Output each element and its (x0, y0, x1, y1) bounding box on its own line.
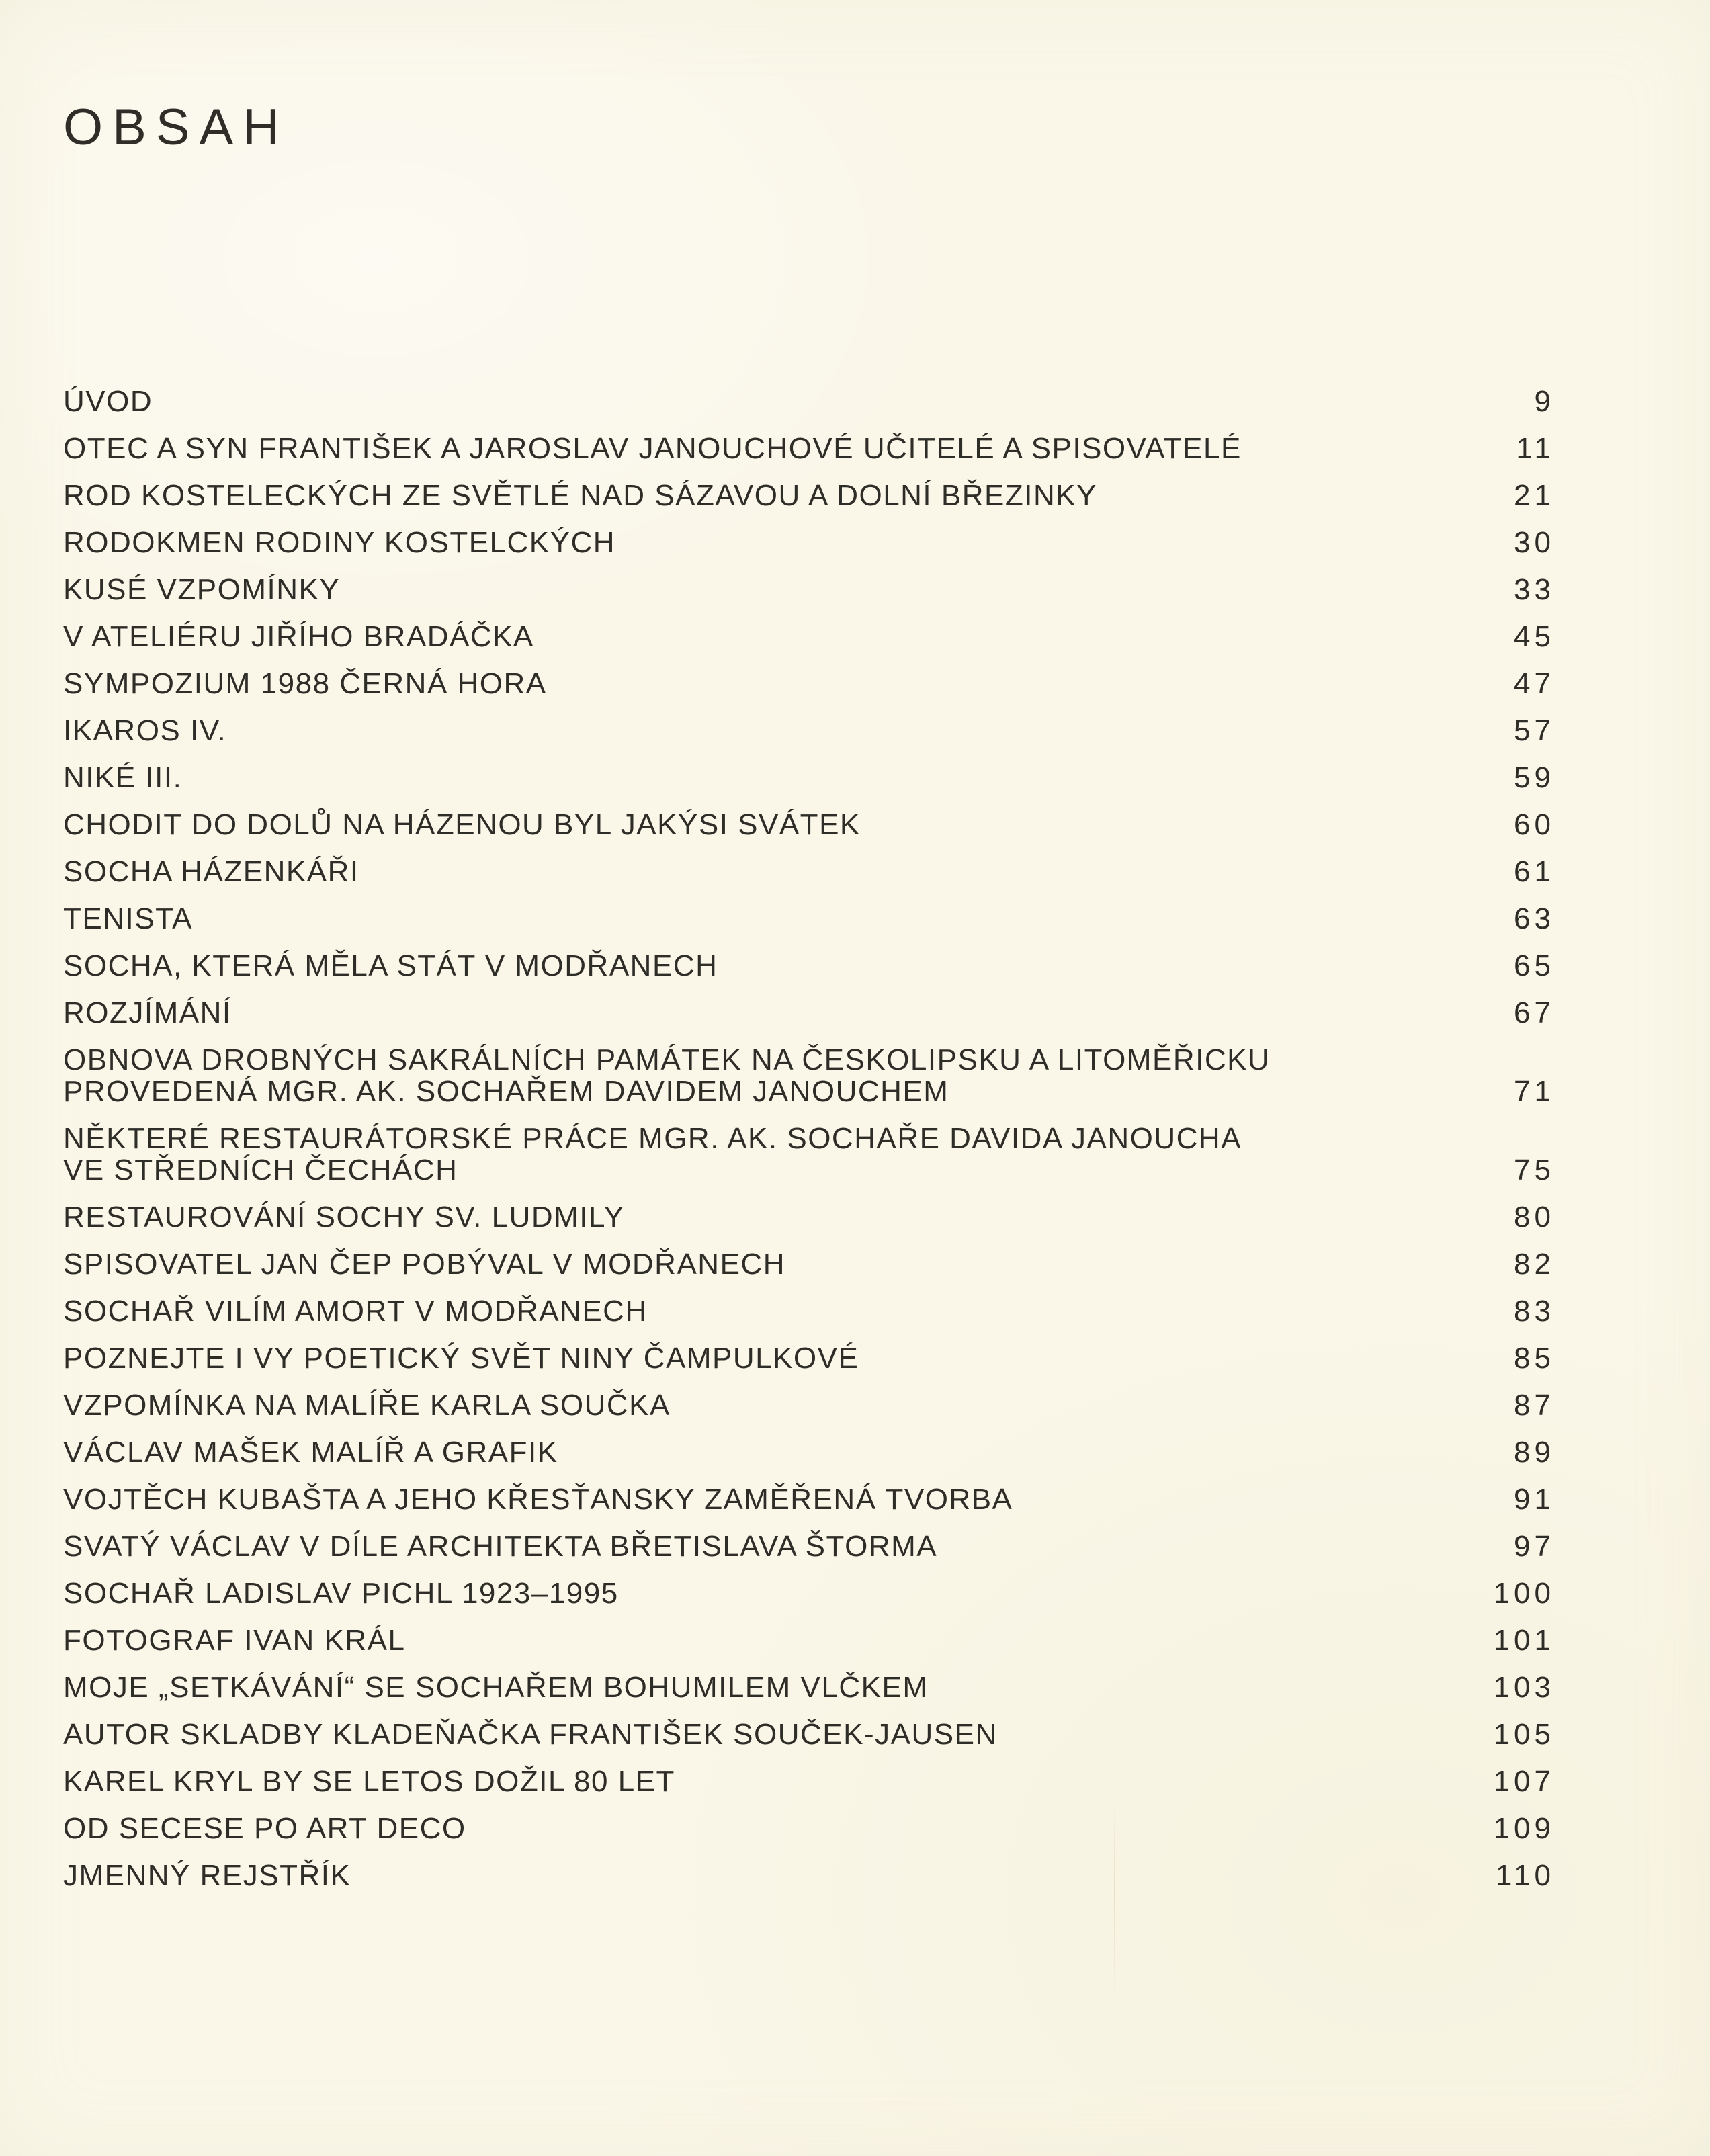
toc-entry-line: SOCHAŘ LADISLAV PICHL 1923–1995 (63, 1577, 619, 1610)
toc-entry-line: OBNOVA DROBNÝCH SAKRÁLNÍCH PAMÁTEK NA ČESKOLIPSKU A LITOMĚŘICKU (63, 1043, 1271, 1076)
toc-entry-line: VÁCLAV MAŠEK MALÍŘ A GRAFIK (63, 1436, 558, 1469)
toc-entry-page-number: 100 (1493, 1577, 1555, 1610)
toc-entry-title (63, 1813, 466, 1844)
toc-entry (63, 1577, 1555, 1610)
toc-entry (63, 1248, 1555, 1281)
toc-entry (63, 808, 1555, 841)
toc-entry-line: SYMPOZIUM 1988 ČERNÁ HORA (63, 667, 547, 700)
toc-entry (63, 949, 1555, 982)
toc-entry-line: ÚVOD (63, 385, 153, 418)
toc-entry-title (63, 574, 340, 605)
toc-entry-title (63, 433, 1242, 464)
toc-entry-page-number: 33 (1514, 573, 1555, 606)
toc-entry-page-number: 65 (1514, 949, 1555, 982)
toc-entry-page-number: 11 (1516, 432, 1555, 465)
toc-entry (63, 1718, 1555, 1751)
toc-entry-line: NĚKTERÉ RESTAURÁTORSKÉ PRÁCE MGR. AK. SOCHAŘE DAVIDA JANOUCHA (63, 1122, 1242, 1155)
toc-entry-page-number: 21 (1514, 479, 1555, 512)
toc-entry-page-number: 57 (1514, 714, 1555, 747)
toc-entry-title (63, 668, 547, 699)
toc-entry-page-number: 110 (1495, 1859, 1555, 1892)
toc-entry (63, 620, 1555, 653)
toc-entry-line: VZPOMÍNKA NA MALÍŘE KARLA SOUČKA (63, 1389, 671, 1422)
toc-entry (63, 1671, 1555, 1704)
toc-entry (63, 1765, 1555, 1798)
toc-entry-page-number: 60 (1514, 808, 1555, 841)
toc-entry-page-number: 82 (1514, 1248, 1555, 1281)
toc-entry-title (63, 480, 1097, 511)
toc-entry-line: V ATELIÉRU JIŘÍHO BRADÁČKA (63, 620, 534, 653)
toc-entry-page-number: 101 (1493, 1624, 1555, 1657)
toc-entry-line: POZNEJTE I VY POETICKÝ SVĚT NINY ČAMPULKOVÉ (63, 1342, 859, 1375)
toc-entry-title (63, 1625, 405, 1656)
toc-entry (63, 1530, 1555, 1563)
toc-entry-title (63, 527, 615, 558)
toc-entry-line: OD SECESE PO ART DECO (63, 1812, 466, 1845)
toc-entry-line: SOCHA HÁZENKÁŘI (63, 855, 359, 888)
toc-entry-line: JMENNÝ REJSTŘÍK (63, 1859, 351, 1892)
toc-entry-page-number: 85 (1514, 1342, 1555, 1375)
toc-entry-page-number: 47 (1514, 667, 1555, 700)
toc-entry-line: SPISOVATEL JAN ČEP POBÝVAL V MODŘANECH (63, 1248, 785, 1281)
toc-entry (63, 1122, 1555, 1187)
toc-entry-page-number: 61 (1514, 855, 1555, 888)
toc-entry (63, 1389, 1555, 1422)
toc-entry-title (63, 1342, 859, 1374)
toc-entry (63, 1859, 1555, 1892)
toc-entry-page-number: 87 (1514, 1389, 1555, 1422)
toc-entry (63, 1812, 1555, 1845)
toc-entry-line: TENISTA (63, 902, 194, 935)
toc-entry-title (63, 762, 182, 793)
toc-entry-title (63, 856, 359, 888)
toc-entry-page-number: 9 (1534, 385, 1555, 418)
toc-entry-line: RESTAUROVÁNÍ SOCHY SV. LUDMILY (63, 1201, 625, 1234)
toc-entry-page-number: 45 (1514, 620, 1555, 653)
toc-entry-title (63, 1248, 785, 1280)
paper-crease-artifact (1114, 1794, 1115, 2009)
toc-entry-title (63, 809, 861, 840)
toc-entry-line: ROZJÍMÁNÍ (63, 996, 232, 1029)
toc-entry-title (63, 1436, 558, 1468)
toc-entry-title (63, 621, 534, 652)
toc-entry-line: VE STŘEDNÍCH ČECHÁCH (63, 1154, 458, 1187)
toc-entry-line: MOJE „SETKÁVÁNÍ“ SE SOCHAŘEM BOHUMILEM VLČKEM (63, 1671, 929, 1704)
toc-entry-title (63, 715, 226, 746)
toc-entry-title (63, 903, 193, 935)
toc-entry-title (63, 1766, 675, 1797)
toc-entry-line: VOJTĚCH KUBAŠTA A JEHO KŘESŤANSKY ZAMĚŘENÁ TVORBA (63, 1483, 1013, 1516)
toc-entry (63, 1295, 1555, 1328)
toc-entry (63, 902, 1555, 935)
toc-entry-title (63, 1044, 1270, 1107)
toc-entry (63, 1624, 1555, 1657)
toc-entry-page-number: 97 (1514, 1530, 1555, 1563)
toc-entry (63, 667, 1555, 700)
toc-entry-title (63, 1672, 928, 1703)
toc-entry-title (63, 1201, 625, 1233)
toc-entry (63, 432, 1555, 465)
toc-list (63, 385, 1555, 1892)
toc-entry-line: OTEC A SYN FRANTIŠEK A JAROSLAV JANOUCHOVÉ UČITELÉ A SPISOVATELÉ (63, 432, 1242, 465)
toc-entry-line: PROVEDENÁ MGR. AK. SOCHAŘEM DAVIDEM JANOUCHEM (63, 1075, 949, 1108)
toc-entry (63, 714, 1555, 747)
toc-entry-page-number: 63 (1514, 902, 1555, 935)
toc-entry (63, 855, 1555, 888)
toc-entry-page-number: 80 (1514, 1201, 1555, 1234)
toc-entry (63, 1201, 1555, 1234)
toc-entry-page-number: 103 (1493, 1671, 1555, 1704)
toc-entry-title (63, 997, 232, 1029)
toc-entry (63, 1483, 1555, 1516)
toc-entry-title (63, 1860, 351, 1891)
toc-entry-title (63, 1389, 671, 1421)
toc-entry-page-number: 67 (1514, 996, 1555, 1029)
toc-entry-page-number: 109 (1493, 1812, 1555, 1845)
toc-entry (63, 479, 1555, 512)
toc-entry-title (63, 1295, 648, 1327)
toc-entry-line: ROD KOSTELECKÝCH ZE SVĚTLÉ NAD SÁZAVOU A DOLNÍ BŘEZINKY (63, 479, 1097, 512)
toc-entry-page-number: 71 (1514, 1075, 1555, 1108)
toc-entry (63, 1043, 1555, 1108)
toc-entry-line: KAREL KRYL BY SE LETOS DOŽIL 80 LET (63, 1765, 675, 1798)
toc-entry-line: FOTOGRAF IVAN KRÁL (63, 1624, 406, 1657)
toc-entry-line: IKAROS IV. (63, 714, 227, 747)
toc-entry-title (63, 950, 718, 982)
toc-entry-title (63, 1578, 619, 1609)
toc-entry-line: RODOKMEN RODINY KOSTELCKÝCH (63, 526, 616, 559)
toc-entry-line: NIKÉ III. (63, 761, 183, 794)
toc-entry (63, 526, 1555, 559)
toc-entry-page-number: 107 (1493, 1765, 1555, 1798)
toc-entry-line: SOCHA, KTERÁ MĚLA STÁT V MODŘANECH (63, 949, 718, 982)
toc-entry-page-number: 59 (1514, 761, 1555, 794)
toc-entry-page-number: 91 (1514, 1483, 1555, 1516)
toc-entry-page-number: 75 (1514, 1154, 1555, 1187)
toc-entry-page-number: 83 (1514, 1295, 1555, 1328)
toc-entry-line: AUTOR SKLADBY KLADEŇAČKA FRANTIŠEK SOUČEK-JAUSEN (63, 1718, 998, 1751)
toc-entry-title (63, 1719, 998, 1750)
toc-entry-line: SVATÝ VÁCLAV V DÍLE ARCHITEKTA BŘETISLAVA ŠTORMA (63, 1530, 938, 1563)
toc-entry-page-number: 89 (1514, 1436, 1555, 1469)
toc-entry (63, 996, 1555, 1029)
toc-entry (63, 573, 1555, 606)
page-title: OBSAH (63, 99, 290, 156)
toc-entry-line: SOCHAŘ VILÍM AMORT V MODŘANECH (63, 1295, 648, 1328)
toc-entry-title (63, 1530, 937, 1562)
toc-entry-title (63, 1483, 1013, 1515)
toc-entry (63, 761, 1555, 794)
toc-entry-title (63, 1123, 1242, 1186)
toc-entry-page-number: 30 (1514, 526, 1555, 559)
toc-entry (63, 1342, 1555, 1375)
toc-entry (63, 1436, 1555, 1469)
toc-entry-line: KUSÉ VZPOMÍNKY (63, 573, 341, 606)
toc-entry-page-number: 105 (1493, 1718, 1555, 1751)
toc-entry-line: CHODIT DO DOLŮ NA HÁZENOU BYL JAKÝSI SVÁTEK (63, 808, 861, 841)
toc-entry-title (63, 386, 153, 417)
toc-entry (63, 385, 1555, 418)
